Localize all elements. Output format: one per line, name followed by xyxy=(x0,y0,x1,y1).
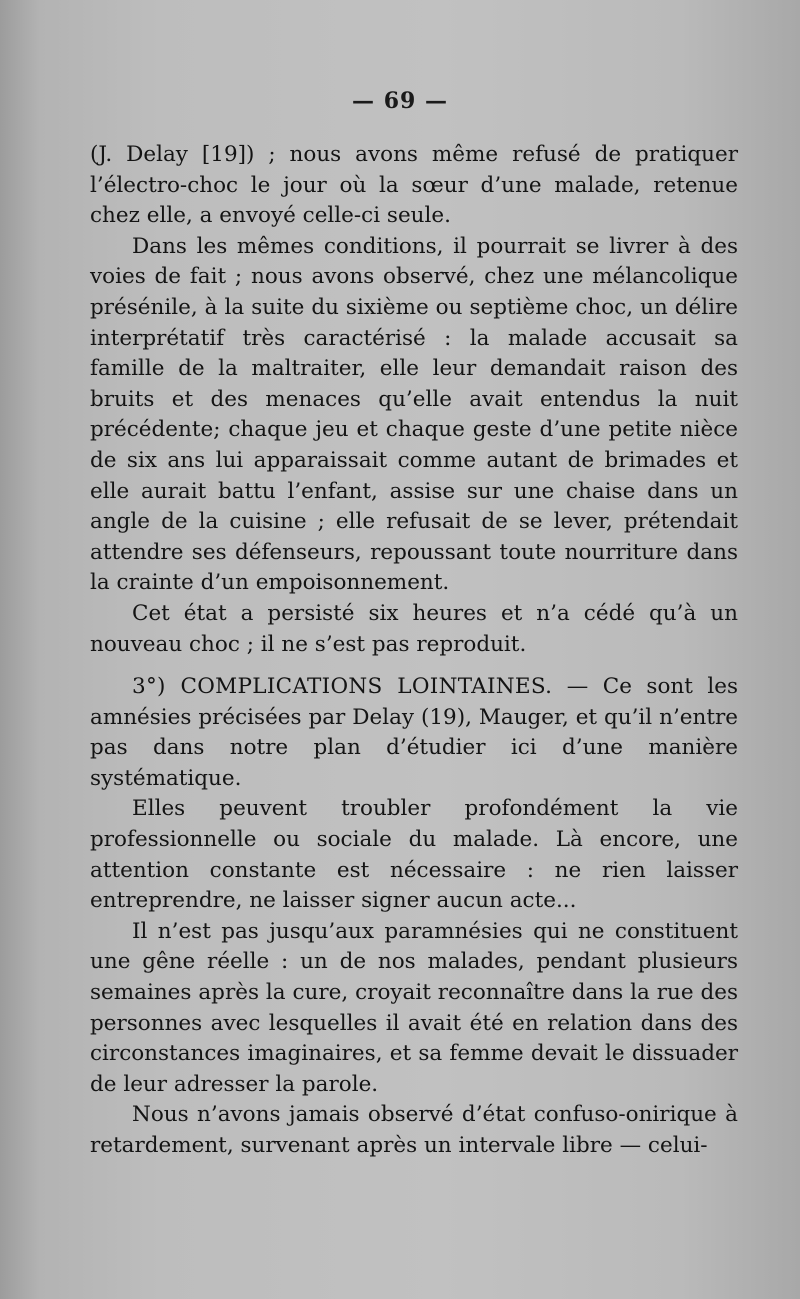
paragraph-2: Dans les mêmes conditions, il pourrait se livrer à des voies de fait ; nous avons observé, chez une mélancolique présénile, à la suite du sixième ou septième choc, un délire interprétatif très caractérisé : la malade accusait sa famille de la maltraiter, elle leur demandait raison des bruits et des menaces qu’elle avait entendus la nuit précédente; chaque jeu et chaque geste d’une petite nièce de six ans lui apparaissait comme autant de brimades et elle aurait battu l’enfant, assise sur une chaise dans un angle de la cuisine ; elle refusait de se lever, prétendait attendre ses défenseurs, repoussant toute nourriture dans la crainte d’un empoisonnement. xyxy=(90,233,738,596)
body-text xyxy=(90,140,738,1162)
paragraph-4-text: — Ce sont les amnésies précisées par Delay (19), Mauger, et qu’il n’entre pas dans notre plan d’étudier ici d’une manière systématique. xyxy=(90,674,739,791)
page-number: — 69 — xyxy=(352,88,448,114)
paragraph-3: Cet état a persisté six heures et n’a cédé qu’à un nouveau choc ; il ne s’est pas reproduit. xyxy=(90,600,738,657)
paragraph-6: Il n’est pas jusqu’aux paramnésies qui ne constituent une gêne réelle : un de nos malades, pendant plusieurs semaines après la cure, croyait reconnaître dans la rue des personnes avec lesquelles il avait été en relation dans des circonstances imaginaires, et sa femme devait le dissuader de leur adresser la parole. xyxy=(90,918,738,1097)
paragraph-1: (J. Delay [19]) ; nous avons même refusé de pratiquer l’électro-choc le jour où la sœur d’une malade, retenue chez elle, a envoyé celle-ci seule. xyxy=(90,142,738,229)
paragraph-4 xyxy=(90,672,738,794)
section-heading: 3°) COMPLICATIONS LOINTAINES. xyxy=(132,674,553,700)
paragraph-7: Nous n’avons jamais observé d’état confuso-onirique à retardement, survenant après un intervale libre — celui- xyxy=(90,1102,738,1158)
paragraph-5: Elles peuvent troubler profondément la vie professionnelle ou sociale du malade. Là encore, une attention constante est nécessaire : ne rien laisser entreprendre, ne laisser signer aucun acte... xyxy=(90,796,738,914)
